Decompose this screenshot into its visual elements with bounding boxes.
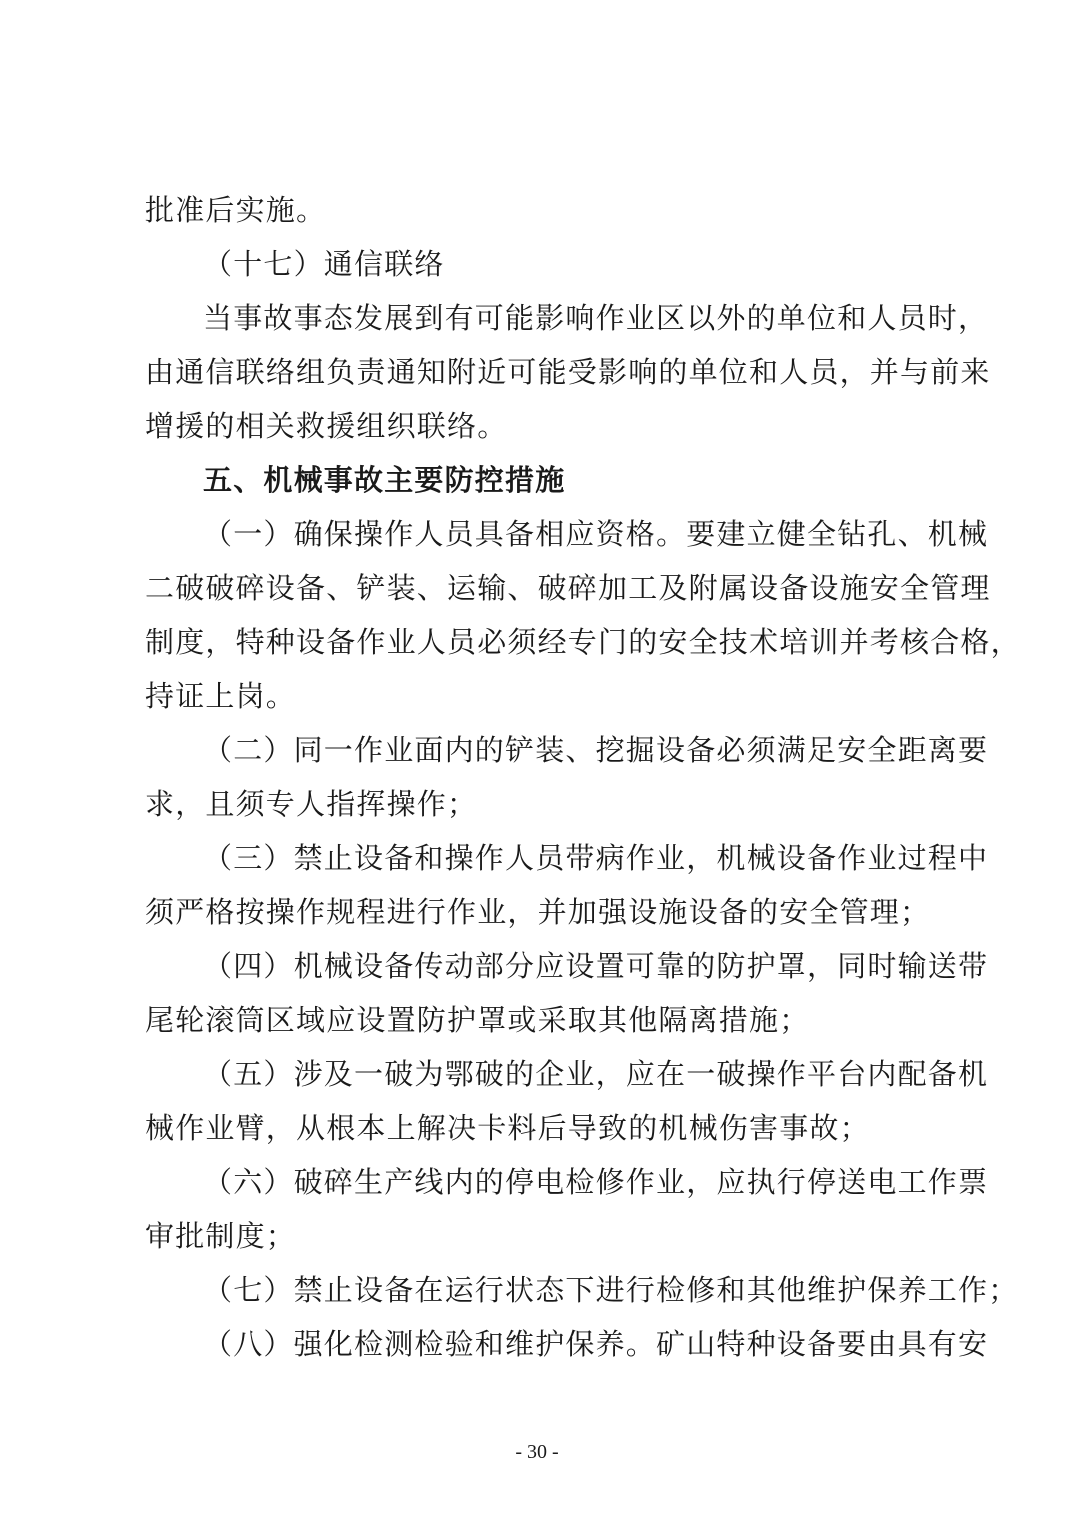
section-heading: 五、机械事故主要防控措施 [203, 463, 566, 497]
text-line-22: （八）强化检测检验和维护保养。矿山特种设备要由具有安 [203, 1327, 989, 1361]
text-line-9: 制度，特种设备作业人员必须经专门的安全技术培训并考核合格， [145, 625, 1021, 659]
text-line-17: （五）涉及一破为鄂破的企业，应在一破操作平台内配备机 [203, 1057, 989, 1091]
text-line-12: 求，且须专人指挥操作； [145, 787, 478, 821]
text-line-13: （三）禁止设备和操作人员带病作业，机械设备作业过程中 [203, 841, 989, 875]
text-line-21: （七）禁止设备在运行状态下进行检修和其他维护保养工作； [203, 1273, 1019, 1307]
text-line-19: （六）破碎生产线内的停电检修作业，应执行停送电工作票 [203, 1165, 989, 1199]
page-number: - 30 - [515, 1441, 559, 1463]
text-line-16: 尾轮滚筒区域应设置防护罩或采取其他隔离措施； [145, 1003, 810, 1037]
text-line-11: （二）同一作业面内的铲装、挖掘设备必须满足安全距离要 [203, 733, 989, 767]
text-line-4: 由通信联络组负责通知附近可能受影响的单位和人员，并与前来 [145, 355, 991, 389]
text-line-8: 二破破碎设备、铲装、运输、破碎加工及附属设备设施安全管理 [145, 571, 991, 605]
text-line-20: 审批制度； [145, 1219, 297, 1253]
text-line-1: 批准后实施。 [145, 193, 327, 227]
text-line-15: （四）机械设备传动部分应设置可靠的防护罩，同时输送带 [203, 949, 989, 983]
text-line-18: 械作业臂，从根本上解决卡料后导致的机械伤害事故； [145, 1111, 870, 1145]
text-line-10: 持证上岗。 [145, 679, 297, 713]
text-line-3: 当事故事态发展到有可能影响作业区以外的单位和人员时， [203, 301, 989, 335]
text-line-5: 增援的相关救援组织联络。 [145, 409, 508, 443]
text-line-7: （一）确保操作人员具备相应资格。要建立健全钻孔、机械 [203, 517, 989, 551]
section-subheading-communication: （十七）通信联络 [203, 247, 445, 281]
text-line-14: 须严格按操作规程进行作业，并加强设施设备的安全管理； [145, 895, 931, 929]
